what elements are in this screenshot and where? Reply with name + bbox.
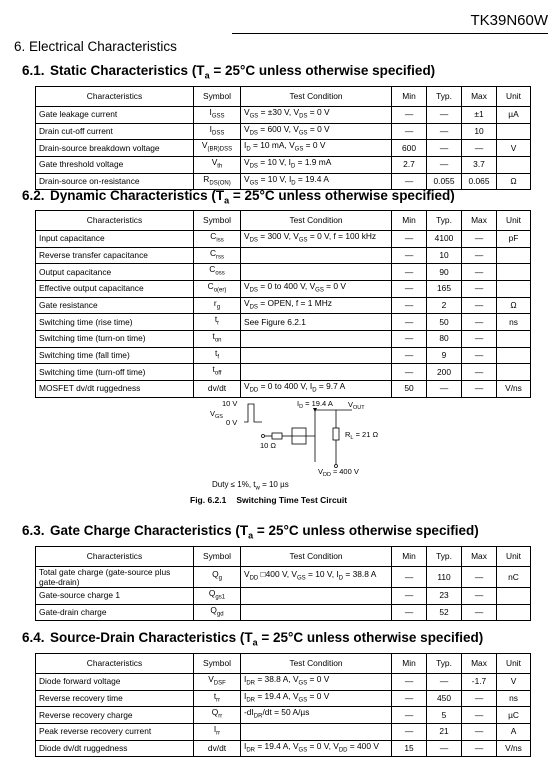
cell-symbol: $Q_g$ xyxy=(194,567,241,588)
cell-test-condition xyxy=(241,247,392,264)
figure-title: Switching Time Test Circuit xyxy=(236,495,348,505)
cell-min: — xyxy=(392,604,427,621)
cell-symbol: $t_r$ xyxy=(194,314,241,331)
column-header-min: Min xyxy=(392,654,427,674)
column-header-symbol: Symbol xyxy=(194,547,241,567)
cell-symbol: $I_{rr}$ xyxy=(194,724,241,741)
cell-min: — xyxy=(392,123,427,140)
column-header-characteristic: Characteristics xyxy=(36,654,194,674)
section-6-heading xyxy=(14,39,177,54)
table-row xyxy=(36,674,531,691)
cell-max: — xyxy=(462,588,497,605)
cell-symbol: $t_f$ xyxy=(194,347,241,364)
table-row xyxy=(36,604,531,621)
section-number: 6.2. xyxy=(22,188,45,203)
cell-unit xyxy=(497,123,531,140)
cell-unit xyxy=(497,331,531,348)
cell-typ: — xyxy=(427,381,462,398)
cell-test-condition: $V_{DS} = 600$ V, $V_{GS} = 0$ V xyxy=(241,123,392,140)
section-6-number: 6. xyxy=(14,39,26,54)
table-header-row xyxy=(36,547,531,567)
vdd-label: $V_{DD} \approx 400$ V xyxy=(318,467,359,478)
gate-charge-table xyxy=(35,546,531,621)
cell-typ: — xyxy=(427,674,462,691)
cell-min: — xyxy=(392,331,427,348)
cell-characteristic: Switching time (turn-off time) xyxy=(36,364,194,381)
cell-characteristic: Switching time (turn-on time) xyxy=(36,331,194,348)
column-header-max: Max xyxy=(462,654,497,674)
cell-characteristic: Effective output capacitance xyxy=(36,281,194,298)
cell-unit xyxy=(497,247,531,264)
cell-characteristic: Diode dv/dt ruggedness xyxy=(36,740,194,757)
table-row xyxy=(36,264,531,281)
cell-symbol: $Q_{gs1}$ xyxy=(194,588,241,605)
cell-unit xyxy=(497,347,531,364)
cell-typ: 10 xyxy=(427,247,462,264)
cell-characteristic: Switching time (fall time) xyxy=(36,347,194,364)
table-row xyxy=(36,331,531,348)
cell-characteristic: Switching time (rise time) xyxy=(36,314,194,331)
cell-max: — xyxy=(462,740,497,757)
table-row xyxy=(36,140,531,157)
cell-typ: 23 xyxy=(427,588,462,605)
cell-symbol: $C_{iss}$ xyxy=(194,231,241,248)
cell-min: — xyxy=(392,231,427,248)
cell-max: ±1 xyxy=(462,107,497,124)
cell-unit: V/ns xyxy=(497,381,531,398)
r10-label: 10 Ω xyxy=(260,441,277,450)
cell-unit: µA xyxy=(497,107,531,124)
cell-max: 10 xyxy=(462,123,497,140)
column-header-min: Min xyxy=(392,547,427,567)
cell-test-condition: $V_{DS} = 0$ to 400 V, $V_{GS} = 0$ V xyxy=(241,281,392,298)
cell-typ: 165 xyxy=(427,281,462,298)
table-row xyxy=(36,567,531,588)
column-header-symbol: Symbol xyxy=(194,211,241,231)
cell-test-condition: $V_{GS} = 10$ V, $I_D = 19.4$ A xyxy=(241,173,392,190)
cell-max: — xyxy=(462,347,497,364)
cell-test-condition: $V_{DS} = 10$ V, $I_D = 1.9$ mA xyxy=(241,157,392,174)
cell-typ: 52 xyxy=(427,604,462,621)
column-header-characteristic: Characteristics xyxy=(36,547,194,567)
table-header-row xyxy=(36,654,531,674)
cell-symbol: $I_{GSS}$ xyxy=(194,107,241,124)
cell-min: — xyxy=(392,588,427,605)
section-6-title: Electrical Characteristics xyxy=(29,39,177,54)
column-header-typ: Typ. xyxy=(427,211,462,231)
cell-symbol: $C_{o(er)}$ xyxy=(194,281,241,298)
column-header-symbol: Symbol xyxy=(194,87,241,107)
cell-min: — xyxy=(392,264,427,281)
cell-typ: 200 xyxy=(427,364,462,381)
cell-symbol: $C_{rss}$ xyxy=(194,247,241,264)
column-header-characteristic: Characteristics xyxy=(36,87,194,107)
cell-symbol: $Q_{gd}$ xyxy=(194,604,241,621)
cell-characteristic: Drain-source on-resistance xyxy=(36,173,194,190)
column-header-test-condition: Test Condition xyxy=(241,547,392,567)
cell-characteristic: Gate-drain charge xyxy=(36,604,194,621)
cell-min: — xyxy=(392,707,427,724)
switching-test-circuit-diagram xyxy=(200,396,379,480)
cell-unit xyxy=(497,604,531,621)
cell-test-condition xyxy=(241,588,392,605)
cell-min: — xyxy=(392,297,427,314)
section-title-post: = 25°C unless otherwise specified) xyxy=(253,523,479,538)
cell-test-condition: $V_{DD} = 0$ to 400 V, $I_D = 9.7$ A xyxy=(241,381,392,398)
cell-typ: — xyxy=(427,140,462,157)
section-title-post: = 25°C unless otherwise specified) xyxy=(229,188,455,203)
cell-typ: — xyxy=(427,107,462,124)
table-row xyxy=(36,107,531,124)
cell-max: — xyxy=(462,567,497,588)
cell-test-condition xyxy=(241,604,392,621)
cell-typ: 50 xyxy=(427,314,462,331)
table-row xyxy=(36,707,531,724)
cell-typ: — xyxy=(427,123,462,140)
column-header-min: Min xyxy=(392,87,427,107)
cell-symbol: $V_{(BR)DSS}$ xyxy=(194,140,241,157)
cell-unit xyxy=(497,588,531,605)
cell-unit xyxy=(497,157,531,174)
cell-max: — xyxy=(462,297,497,314)
table-row xyxy=(36,247,531,264)
cell-test-condition: $I_{DR} = 19.4$ A, $V_{GS} = 0$ V xyxy=(241,690,392,707)
column-header-unit: Unit xyxy=(497,87,531,107)
cell-unit: pF xyxy=(497,231,531,248)
cell-min: — xyxy=(392,107,427,124)
cell-min: — xyxy=(392,724,427,741)
pulse-waveform xyxy=(244,404,262,422)
column-header-typ: Typ. xyxy=(427,654,462,674)
cell-test-condition: $V_{DD}$ □400 V, $V_{GS} = 10$ V, $I_D = 38.8$ A xyxy=(241,567,392,588)
cell-test-condition: $I_{DR} = 19.4$ A, $V_{GS} = 0$ V, $V_{DD} = 400$ V xyxy=(241,740,392,757)
cell-unit: nC xyxy=(497,567,531,588)
cell-characteristic: Peak reverse recovery current xyxy=(36,724,194,741)
cell-characteristic: Gate leakage current xyxy=(36,107,194,124)
cell-unit xyxy=(497,364,531,381)
section-number: 6.4. xyxy=(22,630,45,645)
cell-characteristic: Reverse recovery charge xyxy=(36,707,194,724)
section-6-2-heading xyxy=(22,188,455,206)
cell-test-condition xyxy=(241,347,392,364)
cell-max: — xyxy=(462,724,497,741)
cell-typ: 9 xyxy=(427,347,462,364)
id-label: $I_D = 19.4$ A xyxy=(297,399,333,410)
cell-characteristic: Gate threshold voltage xyxy=(36,157,194,174)
column-header-unit: Unit xyxy=(497,547,531,567)
cell-min: — xyxy=(392,690,427,707)
cell-unit: A xyxy=(497,724,531,741)
cell-min: 600 xyxy=(392,140,427,157)
section-title-post: = 25°C unless otherwise specified) xyxy=(257,630,484,645)
cell-test-condition: $V_{GS} = \pm 30$ V, $V_{DS} = 0$ V xyxy=(241,107,392,124)
column-header-unit: Unit xyxy=(497,654,531,674)
cell-min: — xyxy=(392,674,427,691)
cell-max: — xyxy=(462,381,497,398)
vout-label: $V_{OUT}$ xyxy=(348,400,365,411)
table-row xyxy=(36,281,531,298)
cell-typ: 90 xyxy=(427,264,462,281)
cell-min: — xyxy=(392,173,427,190)
cell-max: — xyxy=(462,281,497,298)
cell-max: 0.065 xyxy=(462,173,497,190)
source-drain-table xyxy=(35,653,531,757)
cell-max: — xyxy=(462,264,497,281)
resistor-10ohm-icon xyxy=(272,433,282,439)
column-header-unit: Unit xyxy=(497,211,531,231)
cell-symbol: $V_{DSF}$ xyxy=(194,674,241,691)
column-header-test-condition: Test Condition xyxy=(241,654,392,674)
cell-test-condition: $I_{DR} = 38.8$ A, $V_{GS} = 0$ V xyxy=(241,674,392,691)
cell-typ: 5 xyxy=(427,707,462,724)
cell-test-condition: $V_{DS} = 300$ V, $V_{GS} = 0$ V, f = 100 kHz xyxy=(241,231,392,248)
cell-unit: ns xyxy=(497,314,531,331)
column-header-max: Max xyxy=(462,211,497,231)
table-header-row xyxy=(36,87,531,107)
table-row xyxy=(36,297,531,314)
cell-unit: V/ns xyxy=(497,740,531,757)
section-title-sub: a xyxy=(224,195,230,206)
cell-typ: 110 xyxy=(427,567,462,588)
gate-terminal-icon xyxy=(262,435,265,438)
column-header-test-condition: Test Condition xyxy=(241,211,392,231)
cell-max: — xyxy=(462,231,497,248)
cell-characteristic: Reverse recovery time xyxy=(36,690,194,707)
cell-min: — xyxy=(392,281,427,298)
table-row xyxy=(36,381,531,398)
column-header-typ: Typ. xyxy=(427,87,462,107)
section-6-4-heading xyxy=(22,630,483,648)
cell-unit: V xyxy=(497,140,531,157)
cell-symbol: $t_{off}$ xyxy=(194,364,241,381)
cell-min: — xyxy=(392,364,427,381)
cell-max: — xyxy=(462,690,497,707)
cell-test-condition: See Figure 6.2.1 xyxy=(241,314,392,331)
cell-characteristic: Diode forward voltage xyxy=(36,674,194,691)
table-row xyxy=(36,123,531,140)
table-row xyxy=(36,690,531,707)
section-6-1-heading xyxy=(22,63,435,81)
v0-label: 0 V xyxy=(226,418,238,427)
vgs-label: $V_{GS}$ xyxy=(210,409,223,420)
resistor-rl-icon xyxy=(333,428,339,440)
cell-min: — xyxy=(392,314,427,331)
cell-max: 3.7 xyxy=(462,157,497,174)
cell-test-condition xyxy=(241,331,392,348)
cell-symbol: $C_{oss}$ xyxy=(194,264,241,281)
table-row xyxy=(36,231,531,248)
cell-test-condition: $-dI_{DR}/dt = 50$ A/µs xyxy=(241,707,392,724)
v10-label: 10 V xyxy=(222,399,238,408)
table-header-row xyxy=(36,211,531,231)
section-6-3-heading xyxy=(22,523,479,541)
cell-characteristic: Gate-source charge 1 xyxy=(36,588,194,605)
table-row xyxy=(36,347,531,364)
table-row xyxy=(36,724,531,741)
cell-test-condition xyxy=(241,724,392,741)
column-header-max: Max xyxy=(462,547,497,567)
cell-max: — xyxy=(462,604,497,621)
cell-typ: 0.055 xyxy=(427,173,462,190)
column-header-max: Max xyxy=(462,87,497,107)
cell-characteristic: Gate resistance xyxy=(36,297,194,314)
cell-unit: V xyxy=(497,674,531,691)
cell-symbol: dv/dt xyxy=(194,381,241,398)
rl-label: $R_L = 21$ Ω xyxy=(345,430,379,441)
cell-max: — xyxy=(462,314,497,331)
figure-number: Fig. 6.2.1 xyxy=(190,495,227,505)
part-number-header: TK39N60W xyxy=(470,12,548,29)
table-row xyxy=(36,588,531,605)
cell-typ: — xyxy=(427,157,462,174)
cell-min: — xyxy=(392,347,427,364)
section-number: 6.3. xyxy=(22,523,45,538)
cell-characteristic: Total gate charge (gate-source plus gate-drain) xyxy=(36,567,194,588)
cell-unit: ns xyxy=(497,690,531,707)
section-title-sub: a xyxy=(204,70,210,81)
column-header-characteristic: Characteristics xyxy=(36,211,194,231)
cell-test-condition: $V_{DS}$ = OPEN, f = 1 MHz xyxy=(241,297,392,314)
cell-characteristic: Output capacitance xyxy=(36,264,194,281)
cell-symbol: $V_{th}$ xyxy=(194,157,241,174)
cell-unit: Ω xyxy=(497,173,531,190)
cell-test-condition: $I_D = 10$ mA, $V_{GS} = 0$ V xyxy=(241,140,392,157)
cell-min: 50 xyxy=(392,381,427,398)
column-header-min: Min xyxy=(392,211,427,231)
cell-characteristic: MOSFET dv/dt ruggedness xyxy=(36,381,194,398)
cell-unit: µC xyxy=(497,707,531,724)
section-title-sub: a xyxy=(252,637,258,648)
column-header-typ: Typ. xyxy=(427,547,462,567)
cell-test-condition xyxy=(241,264,392,281)
cell-max: -1.7 xyxy=(462,674,497,691)
section-title-pre: Gate Charge Characteristics (T xyxy=(50,523,249,538)
section-title-sub: a xyxy=(248,530,254,541)
section-title-pre: Static Characteristics (T xyxy=(50,63,205,78)
section-title-pre: Dynamic Characteristics (T xyxy=(50,188,225,203)
section-title-post: = 25°C unless otherwise specified) xyxy=(209,63,436,78)
cell-symbol: $R_{DS(ON)}$ xyxy=(194,173,241,190)
cell-max: — xyxy=(462,247,497,264)
dynamic-characteristics-table xyxy=(35,210,531,398)
figure-caption xyxy=(190,495,347,505)
cell-typ: 80 xyxy=(427,331,462,348)
cell-unit xyxy=(497,264,531,281)
cell-symbol: $Q_{rr}$ xyxy=(194,707,241,724)
column-header-test-condition: Test Condition xyxy=(241,87,392,107)
cell-min: 2.7 xyxy=(392,157,427,174)
cell-characteristic: Drain-source breakdown voltage xyxy=(36,140,194,157)
cell-typ: 4100 xyxy=(427,231,462,248)
cell-typ: 21 xyxy=(427,724,462,741)
cell-symbol: $r_g$ xyxy=(194,297,241,314)
section-number: 6.1. xyxy=(22,63,45,78)
table-row xyxy=(36,157,531,174)
cell-min: — xyxy=(392,247,427,264)
static-characteristics-table xyxy=(35,86,531,190)
column-header-symbol: Symbol xyxy=(194,654,241,674)
section-title-pre: Source-Drain Characteristics (T xyxy=(50,630,253,645)
table-row xyxy=(36,364,531,381)
duty-note: Duty ≤ 1%, $t_w = 10$ µs xyxy=(212,480,289,492)
cell-typ: 2 xyxy=(427,297,462,314)
cell-symbol: $t_{rr}$ xyxy=(194,690,241,707)
cell-unit: Ω xyxy=(497,297,531,314)
cell-max: — xyxy=(462,707,497,724)
cell-test-condition xyxy=(241,364,392,381)
cell-typ: 450 xyxy=(427,690,462,707)
table-row xyxy=(36,314,531,331)
header-rule xyxy=(232,33,548,34)
cell-unit xyxy=(497,281,531,298)
cell-symbol: $I_{DSS}$ xyxy=(194,123,241,140)
cell-typ: — xyxy=(427,740,462,757)
cell-min: 15 xyxy=(392,740,427,757)
cell-max: — xyxy=(462,364,497,381)
cell-symbol: dv/dt xyxy=(194,740,241,757)
cell-max: — xyxy=(462,331,497,348)
table-row xyxy=(36,740,531,757)
cell-symbol: $t_{on}$ xyxy=(194,331,241,348)
cell-characteristic: Reverse transfer capacitance xyxy=(36,247,194,264)
cell-min: — xyxy=(392,567,427,588)
cell-characteristic: Input capacitance xyxy=(36,231,194,248)
cell-characteristic: Drain cut-off current xyxy=(36,123,194,140)
cell-max: — xyxy=(462,140,497,157)
